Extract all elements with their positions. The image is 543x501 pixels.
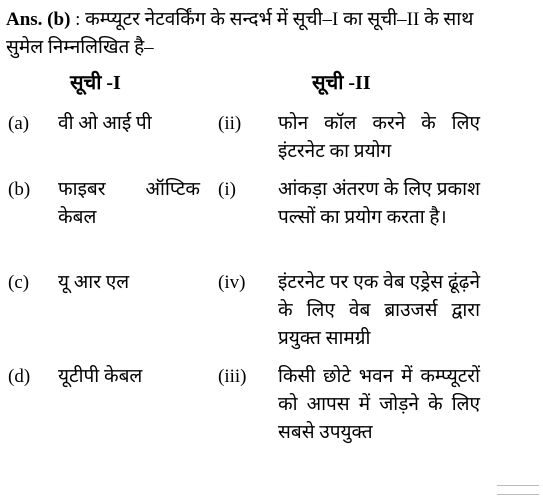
row-label: (b) [8, 179, 31, 200]
row-label: (a) [8, 113, 30, 134]
list1-header: सूची -I [70, 72, 121, 94]
list1-item: फाइबर ऑप्टिक केबल [58, 179, 200, 228]
list2-code: (ii) [218, 113, 242, 134]
page-corner-mark [497, 485, 539, 495]
row-label: (d) [8, 366, 31, 387]
list2-code: (i) [218, 179, 236, 200]
row-label: (c) [8, 272, 30, 293]
list1-item: यू आर एल [58, 272, 130, 293]
list2-code: (iii) [218, 366, 247, 387]
answer-intro [6, 6, 486, 62]
list2-header: सूची -II [312, 72, 371, 94]
list1-item: यूटीपी केबल [58, 366, 143, 387]
list2-description: इंटरनेट पर एक वेब एड्रेस ढूंढ़ने के लिए वेब ब्राउजर्स द्वारा प्रयुक्त सामग्री [278, 272, 480, 349]
list2-code: (iv) [218, 272, 246, 293]
answer-label: Ans. (b) [6, 9, 71, 30]
list1-item: वी ओ आई पी [58, 113, 152, 134]
list2-description: किसी छोटे भवन में कम्प्यूटरों को आपस में जोड़ने के लिए सबसे उपयुक्त [278, 366, 480, 443]
list2-description: आंकड़ा अंतरण के लिए प्रकाश पल्सों का प्रयोग करता है। [278, 179, 480, 228]
list2-description: फोन कॉल करने के लिए इंटरनेट का प्रयोग [278, 113, 480, 162]
answer-text: : कम्प्यूटर नेटवर्किंग के सन्दर्भ में सूची–I का सूची–II के साथ सुमेल निम्नलिखित है– [6, 9, 474, 58]
